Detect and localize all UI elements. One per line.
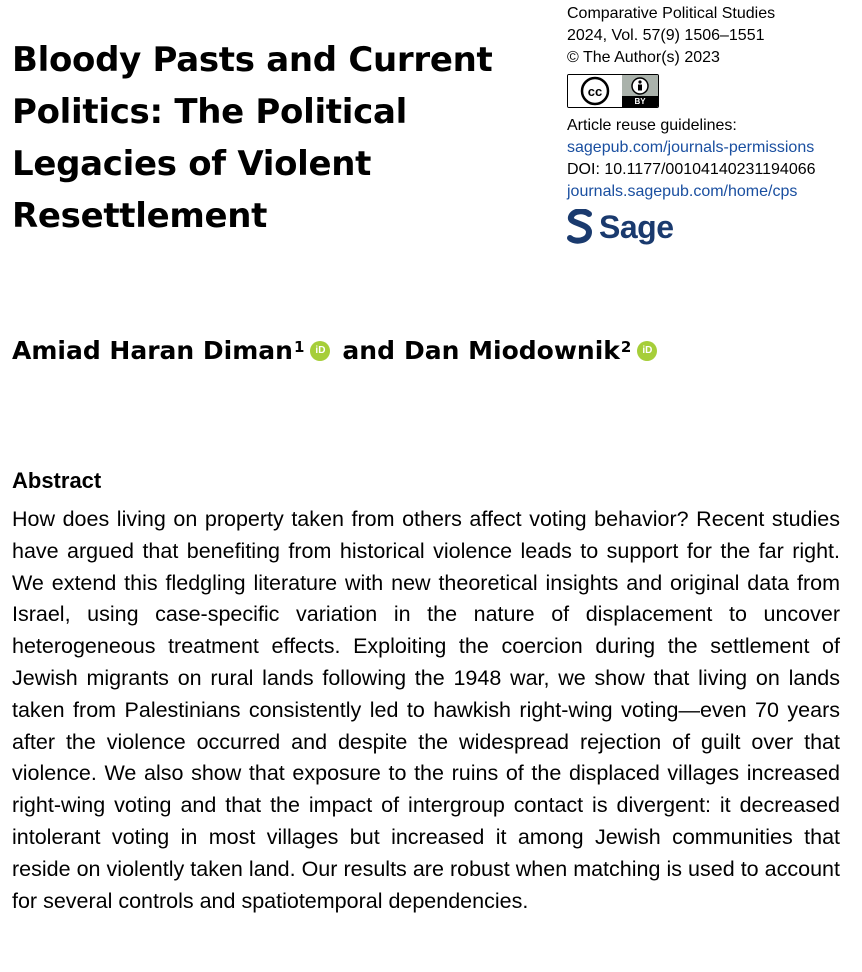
sage-wordmark: Sage [599,209,674,245]
cc-by-license-badge[interactable] [567,74,659,108]
author-name: Amiad Haran Diman [12,336,293,365]
author-list [12,336,669,365]
cc-icon [568,75,622,107]
by-icon [622,75,658,107]
journal-meta [567,3,857,245]
article-title [12,34,552,242]
by-label: BY [622,96,658,107]
sage-logo [567,209,857,245]
orcid-icon[interactable]: iD [310,341,330,361]
reuse-link[interactable]: sagepub.com/journals-permissions [567,139,815,156]
svg-text:cc: cc [587,84,603,99]
title-line: Resettlement [12,196,268,236]
orcid-icon[interactable]: iD [637,341,657,361]
journal-link[interactable]: journals.sagepub.com/home/cps [567,183,798,200]
affiliation-marker: 1 [293,337,305,356]
title-line: Politics: The Political [12,92,407,132]
sage-s-icon [567,209,593,245]
abstract-text: How does living on property taken from others affect voting behavior? Recent studies have argued that benefiting from historical violence leads to support for the far right. We extend this fledgling literature with new theoretical insights and original data from Israel, using case-specific variation in the nature of displacement to uncover heterogeneous treatment effects. Exploiting the coercion during the settlement of Jewish migrants on rural lands following the 1948 war, we show that living on lands taken from Palestinians consistently led to hawkish right-wing voting—even 70 years after the violence occurred and despite the widespread rejection of guilt over that violence. We also show that exposure to the ruins of the displaced villages increased right-wing voting and that the impact of intergroup contact is divergent: it decreased intolerant voting in most villages but increased it among Jewish communities that reside on violently taken land. Our results are robust when matching is used to account for several controls and spatiotemporal dependencies. [12,507,840,913]
author-name: Dan Miodownik [404,336,620,365]
affiliation-marker: 2 [620,337,632,356]
journal-name: Comparative Political Studies [567,5,776,22]
doi: DOI: 10.1177/00104140231194066 [567,161,816,178]
title-line: Bloody Pasts and Current [12,40,493,80]
author-conjunction: and [342,336,395,365]
copyright: © The Author(s) 2023 [567,49,720,66]
title-line: Legacies of Violent [12,144,372,184]
reuse-label: Article reuse guidelines: [567,117,737,134]
abstract-heading: Abstract [12,468,102,493]
journal-volume: 2024, Vol. 57(9) 1506–1551 [567,27,765,44]
